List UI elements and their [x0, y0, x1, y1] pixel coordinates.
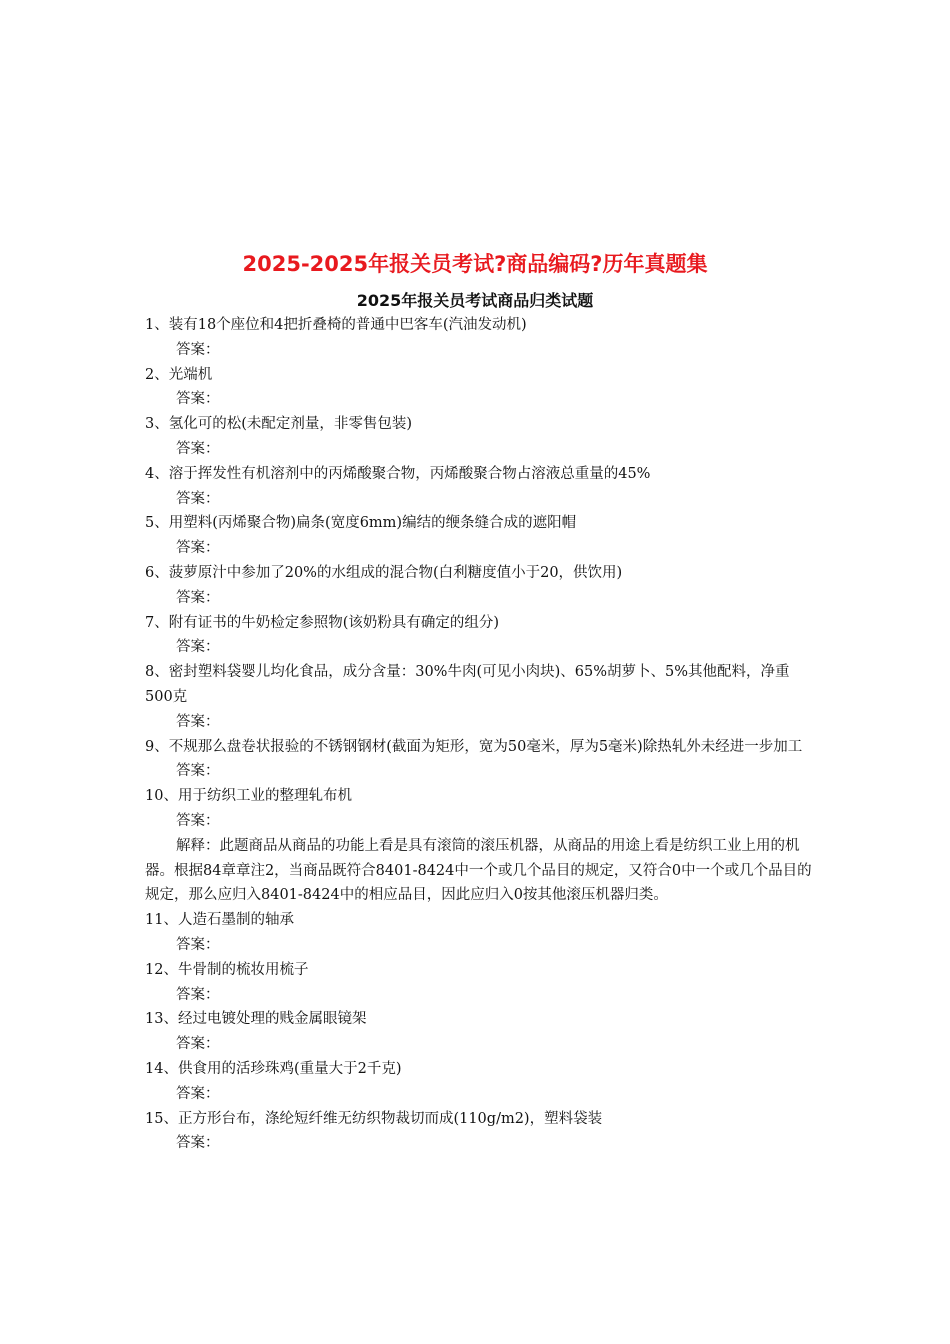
answer-label: 答案： — [176, 341, 220, 358]
question-item — [145, 958, 815, 1008]
question-text: 8、密封塑料袋婴儿均化食品，成分含量：30%牛肉(可见小肉块)、65%胡萝卜、5%其他配料，净重500克 — [145, 664, 790, 705]
question-item — [145, 561, 815, 611]
question-item — [145, 784, 815, 908]
question-item — [145, 511, 815, 561]
answer-label: 答案： — [176, 986, 220, 1003]
question-item — [145, 363, 815, 413]
answer-label: 答案： — [176, 589, 220, 606]
question-text: 1、装有18个座位和4把折叠椅的普通中巴客车(汽油发动机) — [145, 317, 527, 333]
answer-label: 答案： — [176, 540, 220, 557]
question-item — [145, 1057, 815, 1107]
question-text: 9、不规那么盘卷状报验的不锈钢钢材(截面为矩形，宽为50毫米，厚为5毫米)除热轧外未经进一步加工 — [145, 738, 803, 755]
question-text: 7、附有证书的牛奶检定参照物(该奶粉具有确定的组分) — [145, 614, 500, 631]
question-text: 10、用于纺织工业的整理轧布机 — [145, 788, 352, 805]
answer-label: 答案： — [176, 763, 220, 780]
answer-label: 答案： — [176, 1135, 220, 1152]
answer-label: 答案： — [176, 1085, 220, 1102]
question-item — [145, 660, 815, 734]
document-subtitle: 2025年报关员考试商品归类试题 — [356, 291, 594, 310]
answer-label: 答案： — [176, 639, 220, 656]
question-text: 2、光端机 — [145, 366, 213, 383]
answer-label: 答案： — [176, 490, 220, 507]
answer-label: 答案： — [176, 391, 220, 408]
question-text: 13、经过电镀处理的贱金属眼镜架 — [145, 1011, 367, 1028]
answer-label: 答案： — [176, 713, 220, 730]
question-item — [145, 611, 815, 661]
question-text: 6、菠萝原汁中参加了20%的水组成的混合物(白利糖度值小于20，供饮用) — [145, 564, 623, 581]
question-item — [145, 313, 815, 363]
question-text: 4、溶于挥发性有机溶剂中的丙烯酸聚合物，丙烯酸聚合物占溶液总重量的45% — [145, 465, 651, 482]
question-text: 14、供食用的活珍珠鸡(重量大于2千克) — [145, 1060, 402, 1077]
question-item — [145, 462, 815, 512]
question-text: 12、牛骨制的梳妆用梳子 — [145, 961, 309, 978]
document-title: 2025-2025年报关员考试?商品编码?历年真题集 — [242, 252, 708, 276]
answer-label: 答案： — [176, 936, 220, 953]
question-text: 11、人造石墨制的轴承 — [145, 912, 294, 929]
explanation-text: 解释：此题商品从商品的功能上看是具有滚筒的滚压机器，从商品的用途上看是纺织工业上用的机器。根据84章章注2，当商品既符合8401-8424中一个或几个品目的规定，又符合0中一个或几个品目的规定，那么应归入8401-8424中的相应品目，因此应归入0按其他滚压机器归类。 — [145, 837, 812, 904]
answer-label: 答案： — [176, 1036, 220, 1053]
question-list — [145, 313, 815, 1156]
answer-label: 答案： — [176, 812, 220, 829]
question-item — [145, 908, 815, 958]
question-item — [145, 735, 815, 785]
question-text: 15、正方形台布，涤纶短纤维无纺织物裁切而成(110g/m2)，塑料袋装 — [145, 1110, 603, 1127]
question-text: 3、氢化可的松(未配定剂量，非零售包装) — [145, 416, 413, 433]
question-item — [145, 1007, 815, 1057]
question-item — [145, 412, 815, 462]
answer-label: 答案： — [176, 440, 220, 457]
question-text: 5、用塑料(丙烯聚合物)扁条(宽度6mm)编结的缏条缝合成的遮阳帽 — [145, 515, 577, 532]
question-item — [145, 1107, 815, 1157]
